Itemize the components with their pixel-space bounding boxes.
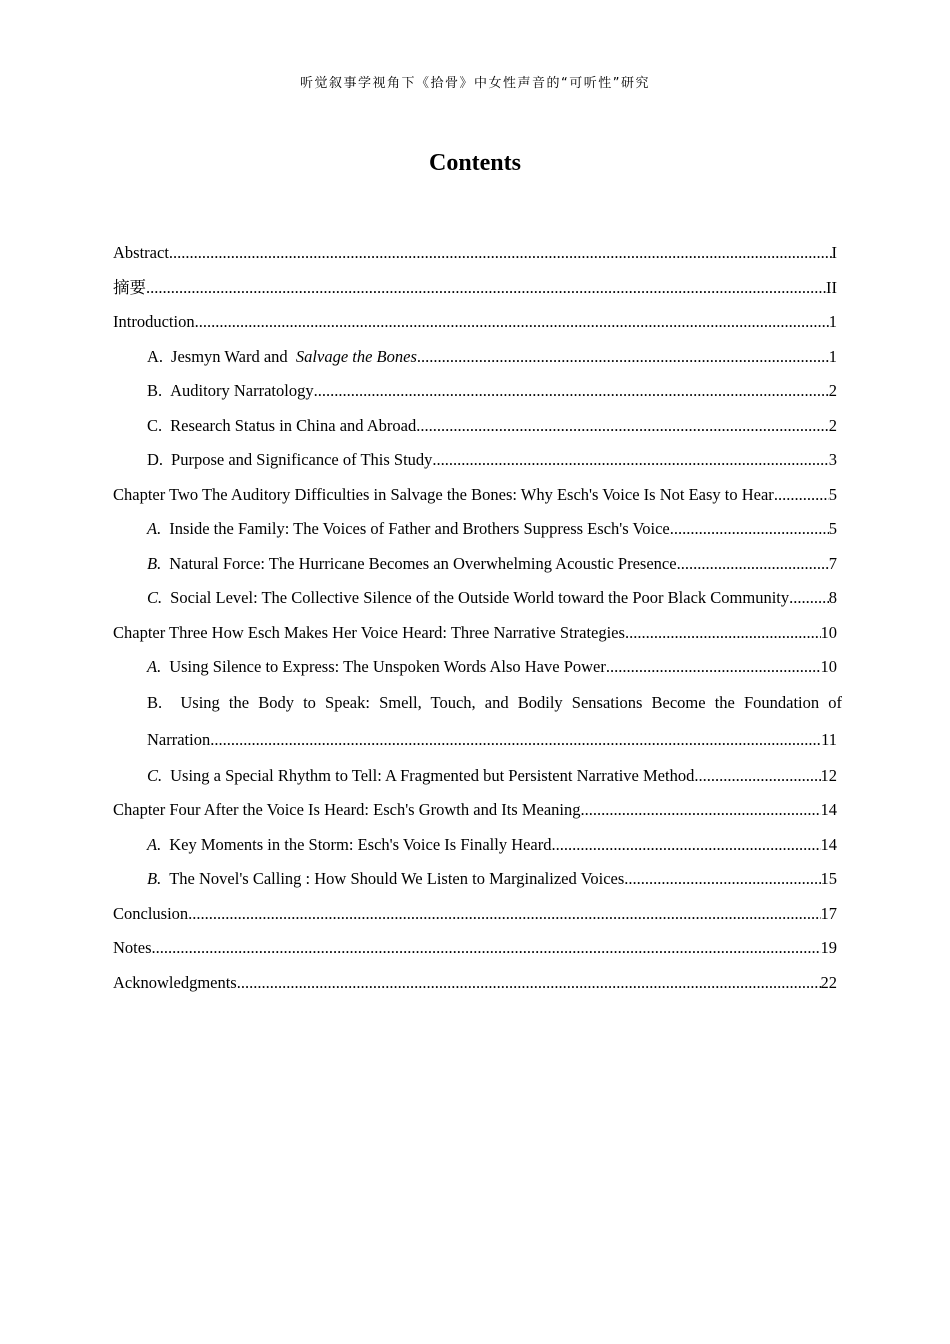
toc-entry-label — [113, 271, 146, 306]
toc-entry-label — [113, 897, 188, 932]
toc-entry-text: Inside the Family: The Voices of Father and Brothers Suppress Esch's Voice — [169, 519, 670, 538]
toc-entry-text-cont: Narration — [147, 729, 211, 749]
leader-dots — [152, 931, 821, 966]
toc-entry-page: 2 — [828, 415, 837, 435]
toc-entry[interactable] — [113, 862, 837, 897]
toc-entry-label — [147, 759, 694, 794]
toc-entry-page: 8 — [828, 588, 837, 607]
toc-entry-page: 14 — [820, 834, 837, 854]
leader-dots — [774, 478, 829, 513]
leader-dots — [694, 759, 820, 794]
toc-entry-label — [113, 616, 625, 651]
toc-entry-label — [113, 793, 580, 828]
toc-entry-prefix: B. — [147, 381, 163, 400]
toc-entry-text: Using a Special Rhythm to Tell: A Fragmented but Persistent Narrative Method — [170, 765, 695, 785]
toc-entry[interactable] — [113, 409, 837, 444]
toc-entry[interactable] — [113, 966, 837, 1001]
toc-entry[interactable] — [113, 547, 837, 582]
toc-entry[interactable] — [113, 236, 837, 271]
toc-entry-text: Notes — [113, 938, 152, 957]
leader-dots — [417, 340, 829, 375]
toc-entry-page: 15 — [820, 869, 837, 888]
toc-entry-page: 11 — [821, 729, 837, 749]
toc-entry[interactable] — [113, 581, 837, 616]
toc-entry-label — [147, 650, 606, 685]
toc-entry-text: Social Level: The Collective Silence of the Outside World toward the Poor Black Community — [170, 588, 790, 607]
toc-entry-text: Chapter Four After the Voice Is Heard: Esch's Growth and Its Meaning — [113, 800, 581, 819]
leader-dots — [789, 581, 829, 616]
leader-dots — [188, 897, 820, 932]
toc-entry-page: 2 — [828, 381, 837, 400]
running-header: 听觉叙事学视角下《拾骨》中女性声音的“可听性”研究 — [300, 76, 650, 91]
toc-entry-page: 10 — [820, 622, 837, 642]
toc-entry-wrapped-line2 — [147, 721, 837, 759]
toc-entry[interactable] — [113, 340, 837, 375]
toc-entry-text: Introduction — [113, 312, 195, 331]
toc-entry-prefix: A. — [147, 657, 162, 676]
toc-entry-label — [147, 828, 552, 863]
toc-entry-text: Key Moments in the Storm: Esch's Voice Is Finally Heard — [169, 834, 552, 854]
toc-entry-page: 3 — [828, 450, 837, 469]
toc-entry[interactable] — [113, 443, 837, 478]
toc-entry-label — [147, 443, 432, 478]
toc-entry[interactable] — [113, 271, 837, 306]
toc-entry-text: Research Status in China and Abroad — [170, 415, 417, 435]
toc-entry[interactable] — [113, 759, 837, 794]
leader-dots — [580, 793, 820, 828]
toc-entry-label — [113, 931, 152, 966]
toc-entry[interactable] — [113, 897, 837, 932]
toc-entry-prefix: B. — [147, 869, 162, 888]
toc-entry-text: The Novel's Calling : How Should We Listen to Marginalized Voices — [169, 869, 625, 888]
leader-dots — [195, 305, 829, 340]
toc-entry-label — [147, 862, 624, 897]
leader-dots — [624, 862, 820, 897]
toc-entry-label — [147, 581, 789, 616]
toc-entry[interactable] — [113, 305, 837, 340]
toc-entry-label — [147, 409, 416, 444]
leader-dots — [606, 650, 821, 685]
toc-entry-label — [113, 966, 237, 1001]
toc-entry-text: Chapter Two The Auditory Difficulties in Salvage the Bones: Why Esch's Voice Is Not Easy to Hear — [113, 484, 774, 504]
toc-entry-book-title: Salvage the Bones — [295, 346, 417, 366]
toc-entry-prefix: B. — [147, 553, 162, 573]
toc-entry-label — [113, 305, 195, 340]
toc-entry-page: II — [826, 277, 837, 297]
toc-entry-text: Using the Body to Speak: Smell, Touch, and Bodily Sensations Become the Foundation of — [180, 692, 843, 712]
toc-entry[interactable] — [113, 828, 837, 863]
toc-entry-prefix: C. — [147, 765, 163, 785]
toc-entry-label — [147, 512, 670, 547]
toc-entry-page: 12 — [820, 765, 837, 785]
toc-entry[interactable] — [113, 478, 837, 513]
leader-dots — [210, 721, 821, 759]
toc-entry[interactable] — [113, 616, 837, 651]
toc-entry-page: 5 — [828, 519, 837, 538]
leader-dots — [237, 966, 821, 1001]
toc-entry-label — [147, 340, 417, 375]
page-title: Contents — [428, 150, 521, 176]
toc-entry-page: 5 — [828, 484, 837, 504]
toc-entry-wrapped[interactable] — [113, 685, 843, 759]
toc-entry[interactable] — [113, 650, 837, 685]
toc-entry-label — [113, 478, 774, 513]
toc-entry-prefix: A. — [147, 346, 164, 366]
toc-entry-label — [147, 374, 314, 409]
toc-entry-label — [113, 236, 169, 271]
toc-entry-text: Auditory Narratology — [170, 381, 314, 400]
toc-entry-prefix: C. — [147, 415, 163, 435]
toc-entry[interactable] — [113, 793, 837, 828]
toc-entry-page: 1 — [828, 312, 837, 331]
toc-entry-page: 19 — [820, 938, 837, 957]
toc-entry-page: 7 — [828, 553, 837, 573]
leader-dots — [670, 512, 829, 547]
toc-entry-label — [147, 547, 677, 582]
toc-entry-page: I — [831, 243, 837, 262]
leader-dots — [625, 616, 821, 651]
toc-entry-text: Purpose and Significance of This Study — [171, 450, 433, 469]
toc-entry-prefix: C. — [147, 588, 163, 607]
toc-entry-prefix: B. — [147, 692, 163, 712]
toc-top-group — [113, 236, 837, 685]
toc-entry[interactable] — [113, 931, 837, 966]
toc-entry-text: Conclusion — [113, 903, 189, 923]
toc-entry-text: Jesmyn Ward and — [171, 346, 288, 366]
leader-dots — [677, 547, 829, 582]
toc-entry-text: Abstract — [113, 243, 169, 262]
table-of-contents — [113, 236, 843, 1000]
toc-entry-text: 摘要 — [113, 277, 146, 297]
toc-entry-page: 17 — [820, 903, 837, 923]
leader-dots — [146, 271, 826, 306]
toc-entry-text: Chapter Three How Esch Makes Her Voice Heard: Three Narrative Strategies — [113, 622, 625, 642]
toc-entry-prefix: D. — [147, 450, 164, 469]
leader-dots — [552, 828, 821, 863]
toc-entry-prefix: A. — [147, 519, 162, 538]
leader-dots — [169, 236, 832, 271]
leader-dots — [416, 409, 829, 444]
toc-entry-text: Acknowledgments — [113, 972, 237, 992]
toc-entry-wrapped-line1 — [147, 685, 843, 721]
toc-entry-page: 10 — [820, 657, 837, 676]
toc-entry-page: 22 — [820, 972, 837, 992]
toc-bottom-group — [113, 759, 837, 1001]
toc-entry-page: 14 — [820, 800, 837, 819]
toc-entry[interactable] — [113, 512, 837, 547]
toc-entry-prefix: A. — [147, 834, 162, 854]
toc-entry-text: Natural Force: The Hurricane Becomes an Overwhelming Acoustic Presence — [169, 553, 677, 573]
toc-entry[interactable] — [113, 374, 837, 409]
leader-dots — [314, 374, 829, 409]
leader-dots — [432, 443, 828, 478]
toc-entry-page: 1 — [828, 346, 837, 366]
toc-entry-text: Using Silence to Express: The Unspoken Words Also Have Power — [169, 657, 606, 676]
